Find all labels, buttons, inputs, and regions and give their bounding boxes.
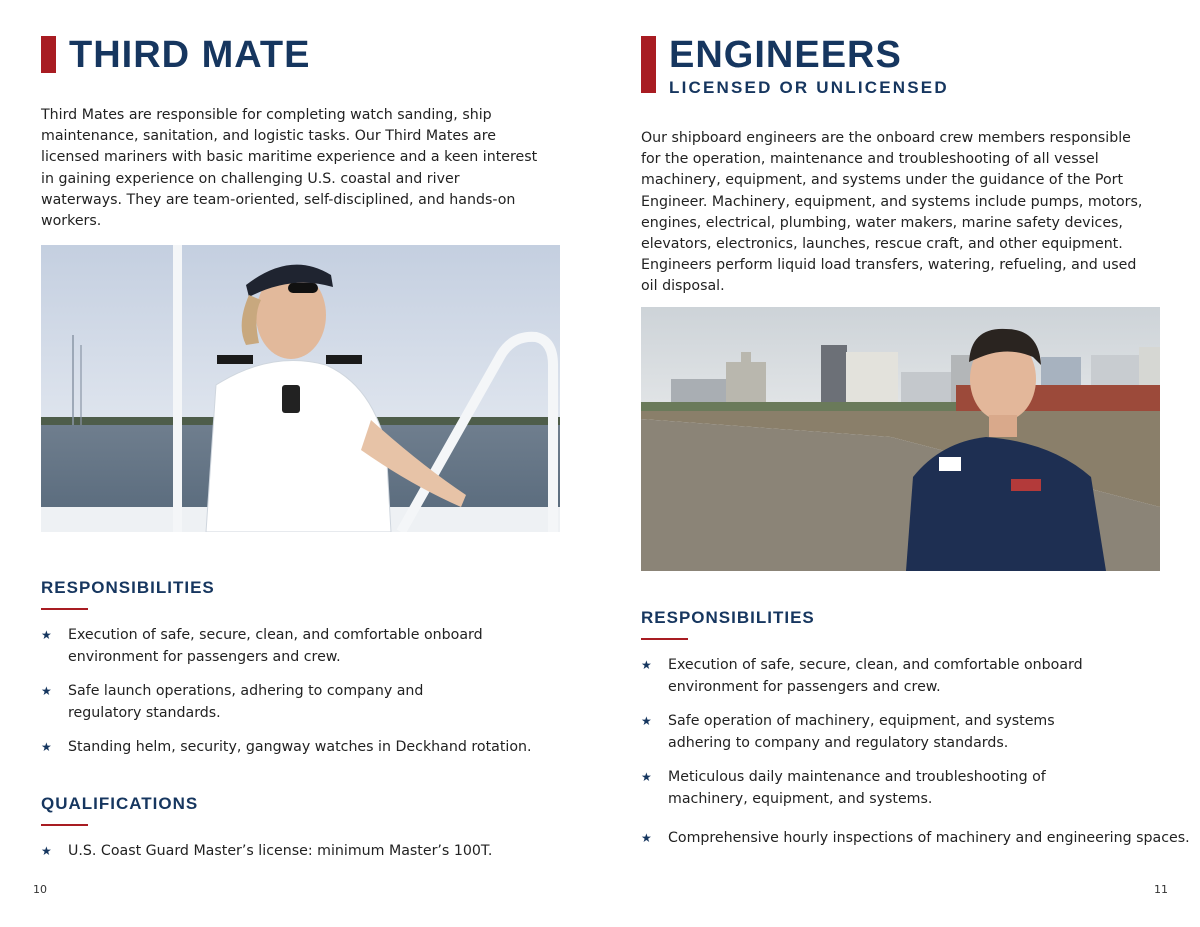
- star-icon: ★: [41, 628, 52, 642]
- star-icon: ★: [641, 658, 652, 672]
- page-title: THIRD MATE: [69, 34, 311, 76]
- qualifications-section: [41, 794, 561, 862]
- page-subtitle: LICENSED OR UNLICENSED: [669, 78, 949, 97]
- section-rule: [641, 638, 688, 640]
- right-title-block: [641, 36, 949, 98]
- list-item: ★ Standing helm, security, gangway watches in Deckhand rotation.: [41, 736, 568, 758]
- star-icon: ★: [641, 770, 652, 784]
- list-item: ★ Execution of safe, secure, clean, and comfortable onboard environment for passengers and crew.: [41, 624, 488, 668]
- star-icon: ★: [641, 714, 652, 728]
- section-rule: [41, 824, 88, 826]
- qualifications-list: [41, 840, 561, 862]
- page-number-left: 10: [33, 883, 47, 896]
- section-heading: RESPONSIBILITIES: [641, 608, 815, 627]
- title-accent-bar: [641, 36, 656, 93]
- left-title-block: [41, 36, 311, 74]
- intro-paragraph: Our shipboard engineers are the onboard crew members responsible for the operation, maintenance and troubleshooting of all vessel machinery, equipment, and systems under the guidance of the Port Engineer. Machinery, equipment, and systems include pumps, motors, engines, electrical, plumbing, water makers, marine safety devices, elevators, electronics, launches, rescue craft, and other equipment. Engineers perform liquid load transfers, watering, refueling, and used oil disposal.: [641, 130, 1143, 295]
- section-heading: QUALIFICATIONS: [41, 794, 199, 813]
- title-accent-bar: [41, 36, 56, 73]
- list-item: ★ U.S. Coast Guard Master’s license: minimum Master’s 100T.: [41, 840, 568, 862]
- page-title: ENGINEERS: [669, 34, 902, 76]
- star-icon: ★: [41, 740, 52, 754]
- section-rule: [41, 608, 88, 610]
- page-number-right: 11: [1154, 883, 1168, 896]
- responsibilities-list: [41, 624, 561, 758]
- engineer-photo: [641, 307, 1160, 571]
- responsibilities-list: [641, 654, 1190, 849]
- list-item: ★ Safe operation of machinery, equipment, and systems adhering to company and regulatory standards.: [641, 710, 1118, 754]
- list-item: ★ Execution of safe, secure, clean, and comfortable onboard environment for passengers and crew.: [641, 654, 1098, 698]
- section-heading: RESPONSIBILITIES: [41, 578, 215, 597]
- list-item: ★ Safe launch operations, adhering to company and regulatory standards.: [41, 680, 428, 724]
- list-item: ★ Comprehensive hourly inspections of machinery and engineering spaces.: [641, 827, 1200, 849]
- intro-paragraph: Third Mates are responsible for completing watch sanding, ship maintenance, sanitation, and logistic tasks. Our Third Mates are licensed mariners with basic maritime experience and a keen interest in gaining experience on challenging U.S. coastal and river waterways. They are team-oriented, self-disciplined, and hands-on workers.: [41, 107, 538, 230]
- star-icon: ★: [41, 844, 52, 858]
- list-item: ★ Meticulous daily maintenance and troubleshooting of machinery, equipment, and systems.: [641, 766, 1128, 810]
- star-icon: ★: [641, 831, 652, 845]
- right-responsibilities-section: [641, 608, 1190, 849]
- third-mate-photo: [41, 245, 560, 532]
- left-responsibilities-section: [41, 578, 561, 758]
- star-icon: ★: [41, 684, 52, 698]
